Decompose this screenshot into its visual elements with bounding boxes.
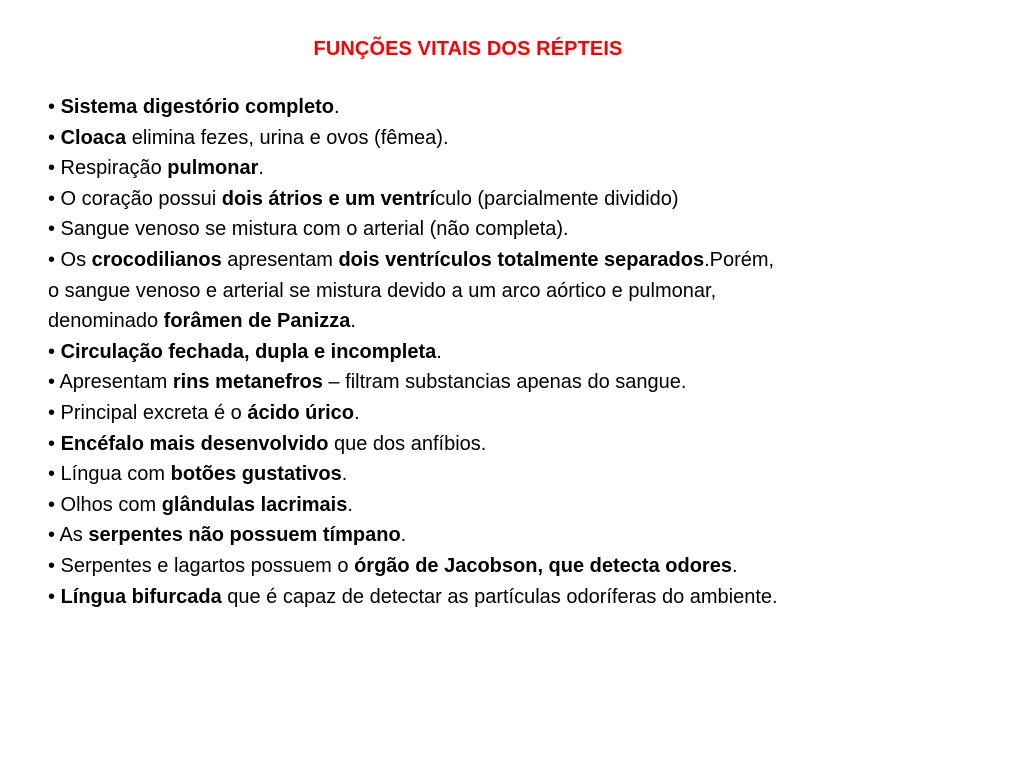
text: . [341, 463, 348, 486]
text: . [333, 96, 340, 118]
text: . [436, 340, 442, 363]
text: apresentam [221, 248, 339, 271]
bold-text: glândulas lacrimais [161, 493, 348, 516]
bold-text: forâmen de Panizza [163, 310, 351, 333]
text: . [350, 310, 356, 333]
slide-title: FUNÇÕES VITAIS DOS RÉPTEIS [313, 38, 623, 60]
bold-text: órgão de Jacobson, que detecta odores [354, 554, 732, 577]
text: • Respiração [48, 157, 168, 180]
text-line [48, 490, 998, 521]
text-line [48, 337, 998, 368]
text: • Língua com [48, 463, 171, 486]
text-line [48, 153, 998, 184]
text-line [48, 520, 998, 551]
text-line [48, 459, 998, 490]
text: culo (parcialmente dividido) [435, 187, 679, 210]
text: • Os [48, 248, 92, 271]
text: .Porém, [704, 248, 775, 271]
bold-text: Cloaca [60, 126, 127, 149]
text: o sangue venoso e arterial se mistura devido a um arco aórtico e pulmonar, [48, 279, 717, 302]
bold-text: crocodilianos [91, 248, 222, 271]
text-line [48, 276, 998, 307]
text: que dos anfíbios. [328, 432, 487, 455]
text: • As [48, 524, 89, 547]
bold-text: rins metanefros [172, 371, 323, 394]
text: . [258, 157, 264, 180]
text-line [48, 123, 998, 154]
bold-text: serpentes não possuem tímpano [88, 524, 401, 547]
text-line [48, 367, 998, 398]
bold-text: Circulação fechada, dupla e incompleta [60, 340, 437, 363]
text: • O coração possui [48, 187, 222, 210]
text: • [48, 340, 61, 363]
bold-text: dois átrios e um ventrí [221, 187, 436, 210]
bold-text: dois ventrículos totalmente separados [338, 248, 705, 271]
text: • Olhos com [48, 493, 162, 516]
text: . [354, 401, 360, 424]
text: . [731, 554, 738, 577]
text: elimina fezes, urina e ovos (fêmea). [126, 126, 449, 149]
text-line [48, 306, 998, 337]
text-line [48, 398, 998, 429]
text: • [48, 432, 61, 455]
bold-text: ácido úrico [247, 401, 355, 424]
text: • Sangue venoso se mistura com o arterial (não completa). [48, 218, 569, 241]
text-line [48, 551, 998, 582]
slide-content [48, 92, 998, 612]
text-line [48, 582, 998, 613]
text: • [48, 96, 61, 118]
text: . [400, 524, 407, 547]
bold-text: pulmonar [167, 157, 259, 180]
text: • Apresentam [48, 371, 173, 394]
text-line [48, 184, 998, 215]
text-line [48, 214, 998, 245]
text: – filtram substancias apenas do sangue. [322, 371, 687, 394]
bold-text: Encéfalo mais desenvolvido [60, 432, 329, 455]
text-line [48, 245, 998, 276]
bold-text: Sistema digestório completo [60, 96, 334, 118]
bold-text: Língua bifurcada [60, 585, 222, 608]
bold-text: botões gustativos [170, 463, 342, 486]
text-line [48, 429, 998, 460]
text: que é capaz de detectar as partículas odoríferas do ambiente. [221, 585, 778, 608]
text: . [347, 493, 353, 516]
text: • Serpentes e lagartos possuem o [48, 554, 355, 577]
text-line [48, 92, 998, 123]
text: • [48, 585, 61, 608]
text: • Principal excreta é o [48, 401, 248, 424]
text: denominado [48, 310, 164, 333]
text: • [48, 126, 61, 149]
